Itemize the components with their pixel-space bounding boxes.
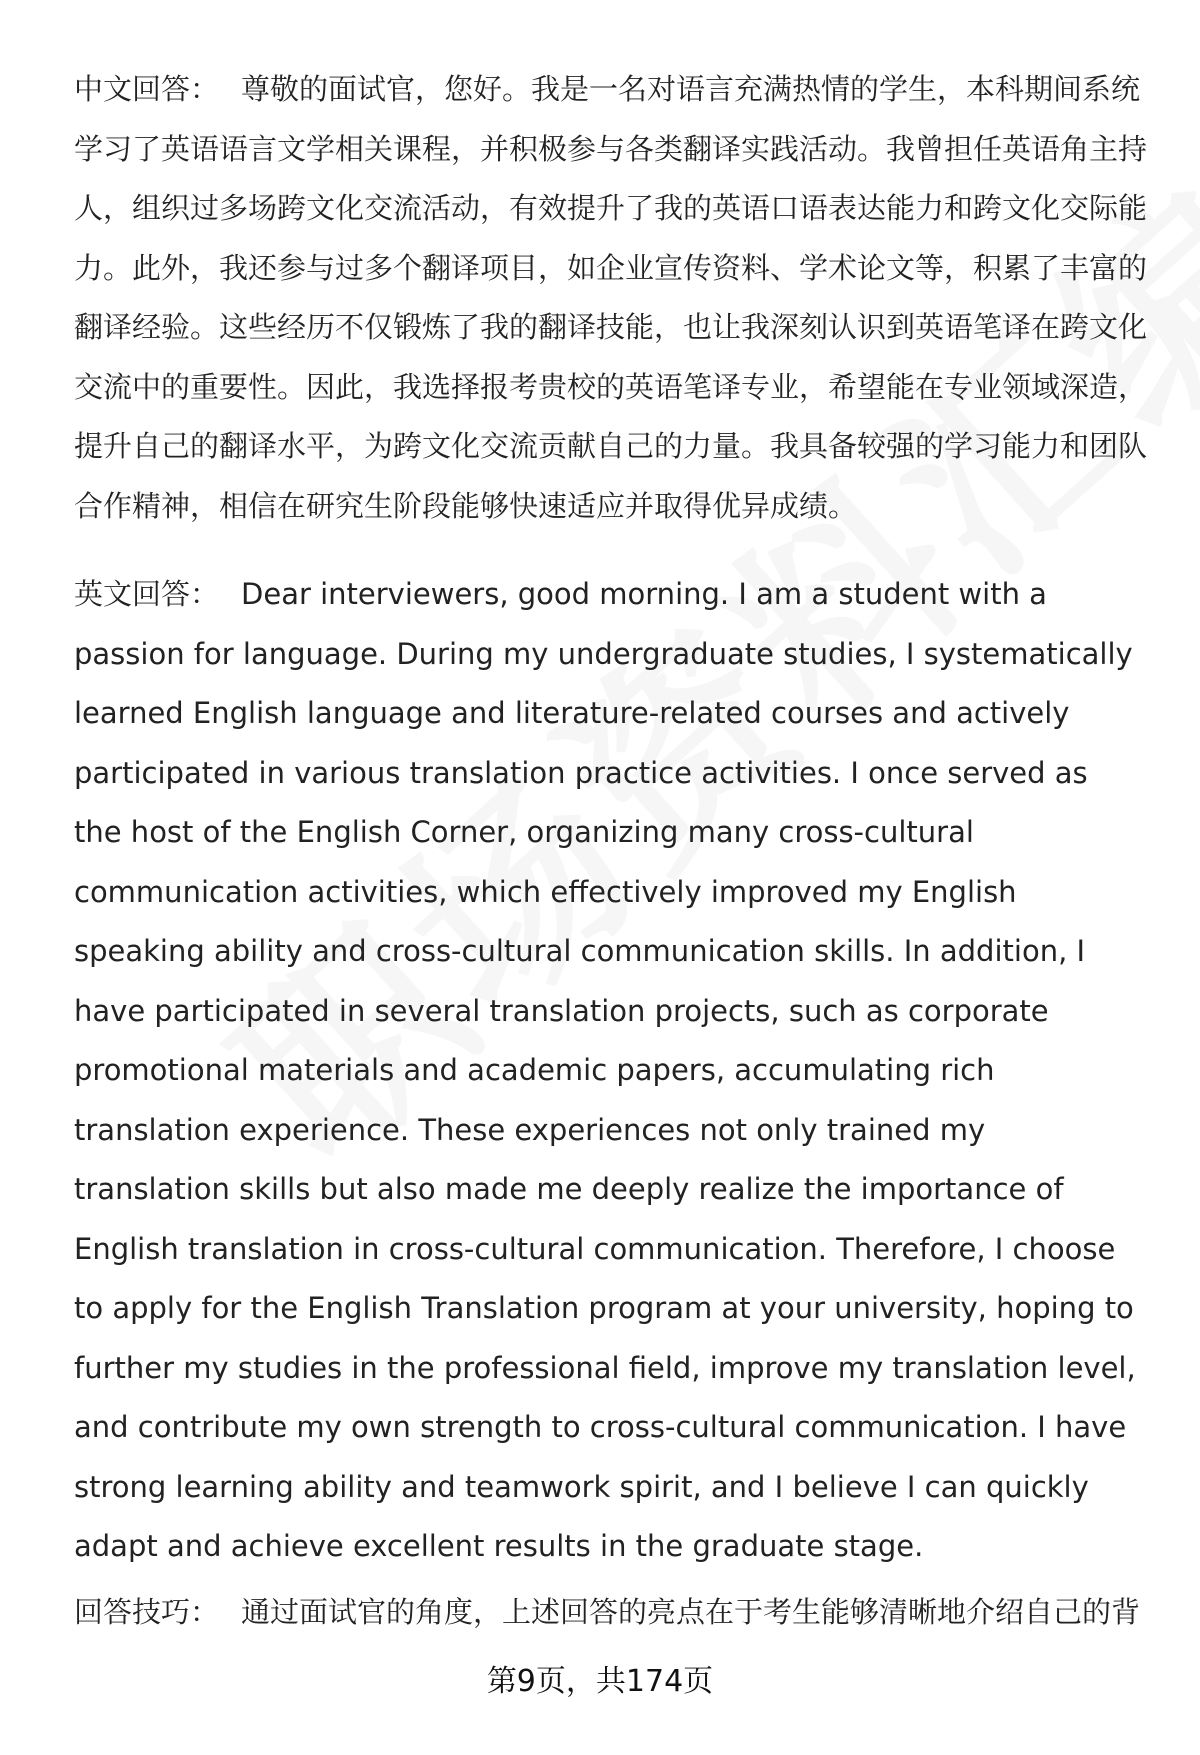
page-number: 第9页，共174页 [486,1664,714,1699]
chinese-answer-label: 中文回答： [74,72,220,106]
answer-tips-text: 通过面试官的角度，上述回答的亮点在于考生能够清晰地介绍自己的背 [241,1595,1141,1629]
answer-tips-section [74,1583,1156,1643]
chinese-answer-text: 尊敬的面试官，您好。我是一名对语言充满热情的学生，本科期间系统学习了英语语言文学相关课程，并积极参与各类翻译实践活动。我曾担任英语角主持人，组织过多场跨文化交流活动，有效提升了我的英语口语表达能力和跨文化交际能力。此外，我还参与过多个翻译项目，如企业宣传资料、学术论文等，积累了丰富的翻译经验。这些经历不仅锻炼了我的翻译技能，也让我深刻认识到英语笔译在跨文化交流中的重要性。因此，我选择报考贵校的英语笔译专业，希望能在专业领域深造，提升自己的翻译水平，为跨文化交流贡献自己的力量。我具备较强的学习能力和团队合作精神，相信在研究生阶段能够快速适应并取得优异成绩。 [74,72,1148,523]
chinese-answer-section [74,60,1156,536]
answer-tips-label: 回答技巧： [74,1595,220,1629]
english-answer-text: Dear interviewers, good morning. I am a student with a passion for language. During my undergraduate studies, I systematically learned English language and literature-related courses and actively participated in various translation practice activities. I once served as the host of the English Corner, organizing many cross-cultural communication activities, which effectively improved my English speaking ability and cross-cultural communication skills. In addition, I have participated in several translation projects, such as corporate promotional materials and academic papers, accumulating rich translation experience. These experiences not only trained my translation skills but also made me deeply realize the importance of English translation in cross-cultural communication. Therefore, I choose to apply for the English Translation program at your university, hoping to further my studies in the professional field, improve my translation level, and contribute my own strength to cross-cultural communication. I have strong learning ability and teamwork spirit, and I believe I can quickly adapt and achieve excellent results in the graduate stage. [74,577,1136,1563]
english-answer-section [74,565,1144,1577]
english-answer-label: 英文回答： [74,577,220,611]
